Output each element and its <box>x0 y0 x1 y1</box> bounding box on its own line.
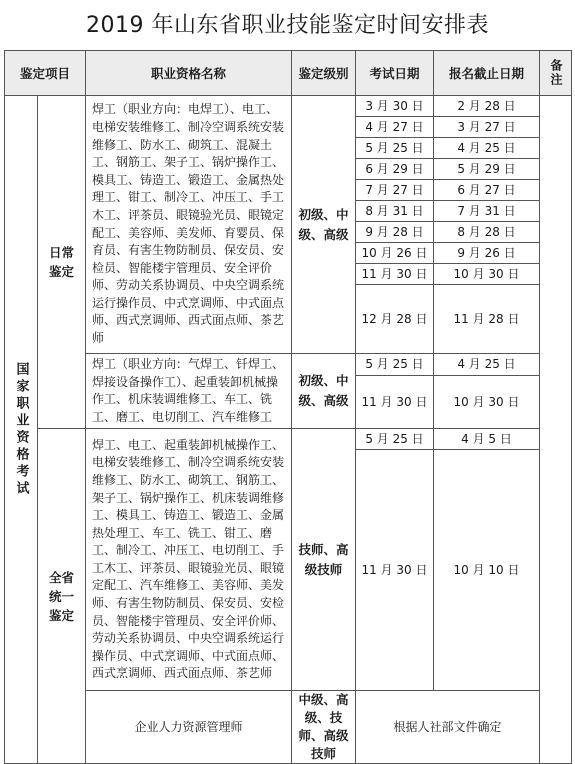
header-name: 职业资格名称 <box>86 51 292 96</box>
deadline-date: 4 月 5 日 <box>434 429 540 450</box>
header-note: 备注 <box>540 51 572 96</box>
header-exam-date: 考试日期 <box>356 51 434 96</box>
deadline-date: 8 月 28 日 <box>434 222 540 243</box>
schedule-table <box>4 50 572 764</box>
exam-date: 9 月 28 日 <box>356 222 434 243</box>
deadline-date: 10 月 30 日 <box>434 264 540 285</box>
deadline-date: 10 月 30 日 <box>434 375 540 428</box>
job-list-4: 企业人力资源管理师 <box>86 691 292 764</box>
exam-date: 10 月 26 日 <box>356 243 434 264</box>
deadline-date: 4 月 25 日 <box>434 138 540 159</box>
page-title: 2019 年山东省职业技能鉴定时间安排表 <box>86 13 489 38</box>
level-1: 初级、中级、高级 <box>292 96 356 354</box>
deadline-date: 6 月 27 日 <box>434 180 540 201</box>
job-list-1: 焊工（职业方向：电焊工）、电工、电梯安装维修工、制冷空调系统安装维修工、防水工、砌筑工、混凝土工、钢筋工、架子工、锅炉操作工、模具工、铸造工、锻造工、金属热处理工、钳工、制冷工、冲压工、手工木工、评茶员、眼镜验光员、眼镜定配工、美容师、美发师、育婴员、保育员、有害生物防制员、保安员、安检员、智能楼宇管理员、安全评价师、劳动关系协调员、中央空调系统运行操作员、中式烹调师、中式面点师、西式烹调师、西式面点师、茶艺师 <box>86 96 292 354</box>
header-project: 鉴定项目 <box>5 51 86 96</box>
job-list-2: 焊工（职业方向：气焊工、钎焊工、焊接设备操作工）、起重装卸机械操作工、机床装调维修工、车工、铣工、磨工、电切削工、汽车维修工 <box>86 354 292 429</box>
exam-date: 5 月 25 日 <box>356 354 434 376</box>
header-row <box>5 51 572 96</box>
level-2: 初级、中级、高级 <box>292 354 356 429</box>
exam-date: 12 月 28 日 <box>356 285 434 354</box>
deadline-date: 11 月 28 日 <box>434 285 540 354</box>
job-list-3: 焊工、电工、起重装卸机械操作工、电梯安装维修工、制冷空调系统安装维修工、防水工、砌筑工、钢筋工、架子工、锅炉操作工、机床装调维修工、模具工、铸造工、锻造工、金属热处理工、车工、铣工、钳工、磨工、制冷工、冲压工、电切削工、手工木工、评茶员、眼镜验光员、眼镜定配工、汽车维修工、美容师、美发师、有害生物防制员、保安员、安检员、智能楼宇管理员、安全评价师、劳动关系协调员、中央空调系统运行操作员、中式烹调师、中式面点师、西式烹调师、西式面点师、茶艺师 <box>86 429 292 691</box>
deadline-date: 3 月 27 日 <box>434 117 540 138</box>
category-unified: 全省统一鉴定 <box>38 429 86 764</box>
deadline-date: 5 月 29 日 <box>434 159 540 180</box>
exam-date: 7 月 27 日 <box>356 180 434 201</box>
table-row <box>5 429 572 450</box>
deadline-date: 2 月 28 日 <box>434 96 540 117</box>
exam-date: 4 月 27 日 <box>356 117 434 138</box>
deadline-date: 10 月 10 日 <box>434 450 540 691</box>
exam-date: 6 月 29 日 <box>356 159 434 180</box>
deadline-date: 4 月 25 日 <box>434 354 540 376</box>
section-label-cell: 国家职业资格考试 <box>5 96 38 764</box>
category-daily: 日常鉴定 <box>38 96 86 429</box>
exam-date: 5 月 25 日 <box>356 138 434 159</box>
deadline-date: 7 月 31 日 <box>434 201 540 222</box>
exam-date: 11 月 30 日 <box>356 264 434 285</box>
deadline-date: 9 月 26 日 <box>434 243 540 264</box>
header-level: 鉴定级别 <box>292 51 356 96</box>
table-row <box>5 354 572 376</box>
exam-date: 11 月 30 日 <box>356 375 434 428</box>
level-4: 中级、高级、技师、高级技师 <box>292 691 356 764</box>
level-3: 技师、高级技师 <box>292 429 356 691</box>
exam-date: 5 月 25 日 <box>356 429 434 450</box>
table-row <box>5 96 572 117</box>
exam-date: 8 月 31 日 <box>356 201 434 222</box>
determined-by-ministry: 根据人社部文件确定 <box>356 691 540 764</box>
exam-date: 11 月 30 日 <box>356 450 434 691</box>
table-row <box>5 691 572 764</box>
exam-date: 3 月 30 日 <box>356 96 434 117</box>
note-cell <box>540 96 572 764</box>
header-deadline: 报名截止日期 <box>434 51 540 96</box>
